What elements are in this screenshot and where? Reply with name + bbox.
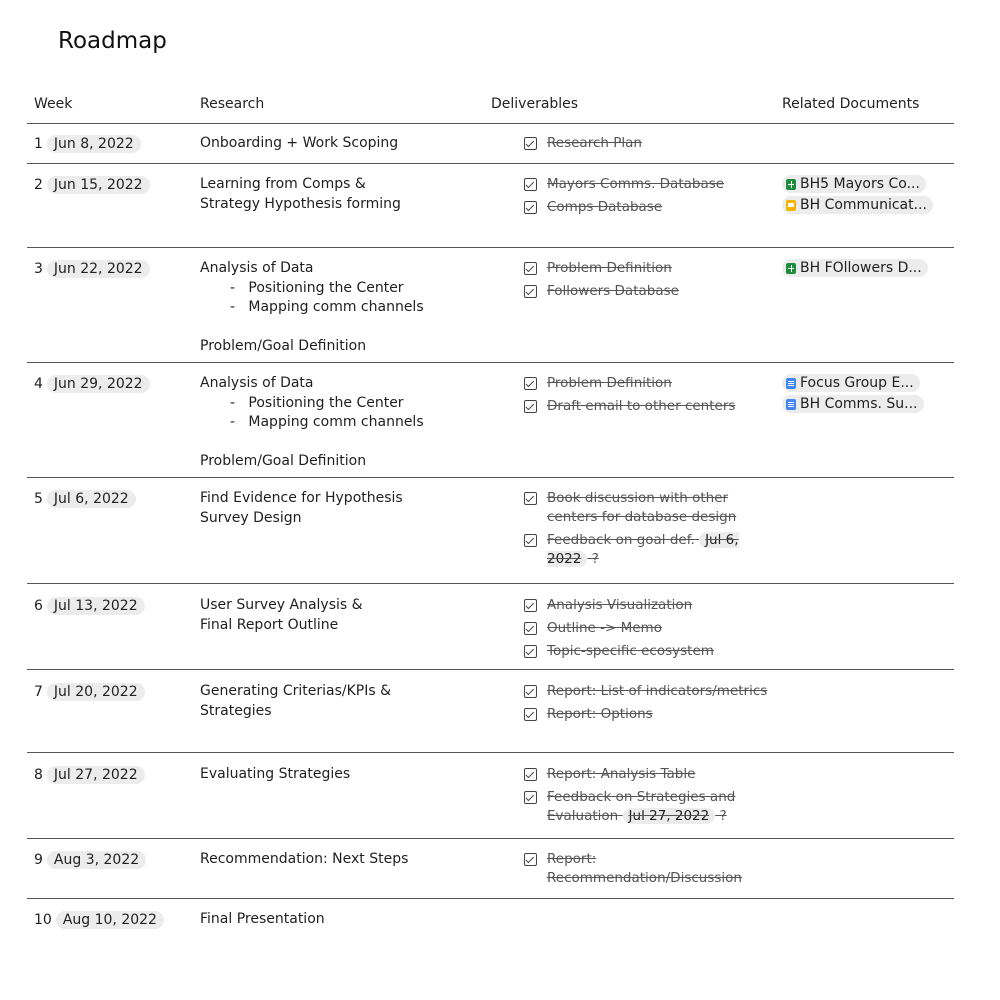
checkbox-checked[interactable] (524, 137, 537, 150)
date-chip[interactable]: Aug 10, 2022 (56, 911, 164, 929)
deliverables-cell (524, 765, 774, 830)
research-cell (200, 596, 363, 635)
deliverable-item (524, 705, 774, 724)
week-cell (34, 259, 150, 279)
checkbox-checked[interactable] (524, 622, 537, 635)
deliverable-item (524, 282, 774, 301)
deliverable-item (524, 134, 774, 153)
research-line: Survey Design (200, 509, 302, 526)
week-cell (34, 910, 164, 930)
research-cell (200, 489, 403, 528)
research-subitem: - Positioning the Center (230, 279, 404, 296)
deliverable-text: Problem Definition (547, 260, 672, 276)
sheets-icon (786, 179, 796, 190)
related-documents-cell (782, 374, 924, 416)
deliverables-cell (524, 596, 774, 665)
row-divider (27, 669, 954, 670)
document-title: BH Communicat... (800, 197, 927, 213)
research-line: Generating Criterias/KPIs & (200, 683, 392, 699)
research-line: Strategy Hypothesis forming (200, 195, 401, 212)
checkbox-checked[interactable] (524, 645, 537, 658)
page-title: Roadmap (58, 28, 167, 54)
header-week: Week (34, 96, 73, 112)
research-line: Learning from Comps & (200, 176, 366, 192)
research-subitem: - Mapping comm channels (230, 414, 424, 430)
date-chip[interactable]: Jun 29, 2022 (47, 375, 150, 393)
week-cell (34, 489, 136, 509)
week-number: 5 (34, 491, 43, 507)
spacer (200, 318, 424, 337)
checkbox-checked[interactable] (524, 853, 537, 866)
deliverable-item (524, 596, 774, 615)
checkbox-checked[interactable] (524, 599, 537, 612)
deliverables-cell (524, 682, 774, 728)
week-cell (34, 850, 146, 870)
checkbox-checked[interactable] (524, 768, 537, 781)
deliverable-item (524, 489, 774, 527)
deliverable-text: Report: Recommendation/Discussion (547, 851, 742, 886)
deliverables-cell (524, 259, 774, 305)
date-chip[interactable]: Jun 22, 2022 (47, 260, 150, 278)
week-cell (34, 134, 141, 154)
row-divider (27, 583, 954, 584)
deliverables-cell (524, 175, 774, 221)
week-number: 8 (34, 767, 43, 783)
research-line: Final Presentation (200, 911, 325, 927)
document-chip[interactable] (782, 395, 924, 413)
row-divider (27, 898, 954, 899)
row-divider (27, 362, 954, 363)
research-cell (200, 910, 325, 930)
deliverable-item (524, 642, 774, 661)
document-title: BH5 Mayors Co... (800, 176, 920, 192)
week-number: 7 (34, 684, 43, 700)
deliverable-text: Feedback on goal def. Jul 6, 2022 ? (547, 532, 739, 567)
week-number: 4 (34, 376, 43, 392)
week-number: 3 (34, 261, 43, 277)
checkbox-checked[interactable] (524, 400, 537, 413)
research-line: Recommendation: Next Steps (200, 851, 409, 867)
checkbox-checked[interactable] (524, 285, 537, 298)
research-cell (200, 850, 408, 870)
deliverable-item (524, 619, 774, 638)
date-mention-chip[interactable]: Jul 6, 2022 (547, 532, 739, 567)
research-line: Analysis of Data (200, 375, 314, 391)
docs-icon (786, 378, 796, 389)
slides-icon (786, 200, 796, 211)
research-cell (200, 682, 391, 721)
sheets-icon (786, 263, 796, 274)
research-line: Analysis of Data (200, 260, 314, 276)
header-related-documents: Related Documents (782, 96, 920, 112)
research-cell (200, 259, 424, 356)
deliverable-text: Report: List of indicators/metrics (547, 683, 768, 699)
deliverable-text: Outline -> Memo (547, 620, 662, 636)
document-title: BH Comms. Su... (800, 396, 918, 412)
document-chip[interactable] (782, 175, 926, 193)
deliverable-text: Mayors Comms. Database (547, 176, 725, 192)
deliverable-item (524, 850, 774, 888)
week-number: 10 (34, 912, 52, 928)
research-line: Strategies (200, 702, 272, 719)
row-divider (27, 477, 954, 478)
document-title: Focus Group E... (800, 375, 914, 391)
week-cell (34, 596, 145, 616)
table-header (0, 96, 1000, 116)
week-cell (34, 682, 145, 702)
research-line: Final Report Outline (200, 616, 339, 633)
checkbox-checked[interactable] (524, 262, 537, 275)
deliverable-item (524, 531, 774, 569)
research-line: Problem/Goal Definition (200, 337, 367, 354)
research-line: Problem/Goal Definition (200, 452, 367, 469)
related-documents-cell (782, 259, 928, 280)
deliverable-item (524, 682, 774, 701)
checkbox-checked[interactable] (524, 178, 537, 191)
deliverable-text: Problem Definition (547, 375, 672, 391)
research-line: User Survey Analysis & (200, 597, 363, 613)
date-chip[interactable]: Aug 3, 2022 (47, 851, 146, 869)
week-number: 6 (34, 598, 43, 614)
date-chip[interactable]: Jul 20, 2022 (47, 683, 145, 701)
date-chip[interactable]: Jul 6, 2022 (47, 490, 136, 508)
header-deliverables: Deliverables (491, 96, 579, 112)
deliverables-cell (524, 489, 774, 573)
checkbox-checked[interactable] (524, 201, 537, 214)
deliverable-text: Feedback on Strategies and Evaluation Jul 27, 2022 ? (547, 789, 736, 824)
deliverable-item (524, 259, 774, 278)
date-chip[interactable]: Jun 8, 2022 (47, 135, 141, 153)
header-research: Research (200, 96, 265, 112)
deliverables-cell (524, 850, 774, 892)
week-cell (34, 765, 145, 785)
deliverable-item (524, 788, 774, 826)
deliverable-item (524, 397, 774, 416)
document-title: BH FOllowers D... (800, 260, 922, 276)
related-documents-cell (782, 175, 933, 217)
checkbox-checked[interactable] (524, 791, 537, 804)
week-cell (34, 374, 150, 394)
spacer (200, 433, 424, 452)
document-chip[interactable] (782, 259, 928, 277)
research-cell (200, 765, 350, 785)
row-divider (27, 752, 954, 753)
deliverable-text: Book discussion with other centers for database design (547, 490, 737, 525)
research-cell (200, 374, 424, 471)
document-chip[interactable] (782, 196, 933, 214)
research-cell (200, 134, 398, 154)
checkbox-checked[interactable] (524, 492, 537, 505)
deliverable-text: Topic-specific ecosystem (547, 643, 714, 659)
date-mention-chip[interactable]: Jul 27, 2022 (623, 808, 716, 824)
week-number: 2 (34, 177, 43, 193)
row-divider (27, 123, 954, 124)
deliverable-text: Draft email to other centers (547, 398, 736, 414)
checkbox-checked[interactable] (524, 685, 537, 698)
checkbox-checked[interactable] (524, 377, 537, 390)
research-subitem: - Positioning the Center (230, 394, 404, 411)
research-cell (200, 175, 401, 214)
deliverable-item (524, 765, 774, 784)
research-line: Onboarding + Work Scoping (200, 135, 399, 151)
checkbox-checked[interactable] (524, 534, 537, 547)
research-line: Evaluating Strategies (200, 766, 351, 782)
deliverable-text: Followers Database (547, 283, 679, 299)
deliverable-item (524, 198, 774, 217)
docs-icon (786, 399, 796, 410)
deliverable-item (524, 374, 774, 393)
deliverable-text: Report: Options (547, 706, 653, 722)
document-chip[interactable] (782, 374, 920, 392)
deliverables-cell (524, 374, 774, 420)
deliverable-text: Comps Database (547, 199, 663, 215)
deliverables-cell (524, 134, 774, 157)
checkbox-checked[interactable] (524, 708, 537, 721)
date-chip[interactable]: Jul 27, 2022 (47, 766, 145, 784)
week-number: 9 (34, 852, 43, 868)
date-chip[interactable]: Jul 13, 2022 (47, 597, 145, 615)
date-chip[interactable]: Jun 15, 2022 (47, 176, 150, 194)
deliverable-text: Research Plan (547, 135, 642, 151)
row-divider (27, 163, 954, 164)
deliverable-text: Report: Analysis Table (547, 766, 696, 782)
research-subitem: - Mapping comm channels (230, 299, 424, 315)
deliverable-item (524, 175, 774, 194)
row-divider (27, 838, 954, 839)
week-cell (34, 175, 150, 195)
deliverable-text: Analysis Visualization (547, 597, 693, 613)
research-line: Find Evidence for Hypothesis (200, 490, 403, 506)
week-number: 1 (34, 136, 43, 152)
row-divider (27, 247, 954, 248)
